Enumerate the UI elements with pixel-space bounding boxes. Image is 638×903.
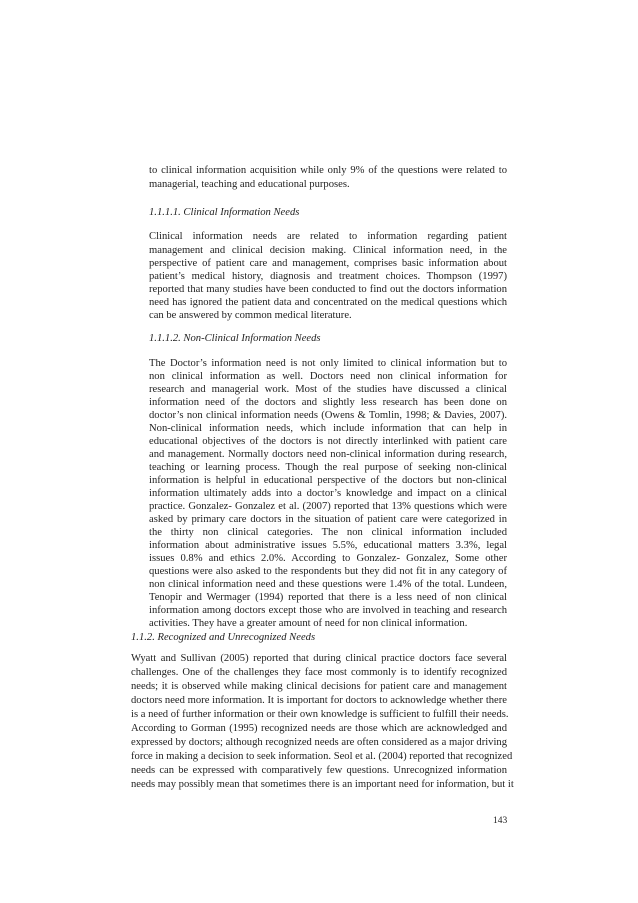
text-line: information among doctors except those who are involved in teaching and research (149, 605, 507, 616)
text-line: asked by primary care doctors in the situation of patient care were categorized in (149, 514, 507, 525)
text-line: information about administrative issues 5.5%, educational matters 3.3%, legal (149, 540, 507, 551)
page-number: 143 (493, 816, 508, 826)
text-line: doctors need more information. It is important for doctors to acknowledge whether there (131, 695, 507, 706)
text-line: is a need of further information or their own knowledge is sufficient to fulfill their needs. (131, 709, 509, 720)
text-line: challenges. One of the challenges they face most commonly is to identify recognized (131, 667, 507, 678)
text-line: research and managerial work. Most of the studies have discussed a clinical (149, 384, 507, 395)
text-line: questions were also asked to the respondents but they did not fit in any category of (149, 566, 507, 577)
text-line: perspective of patient care and management, comprises basic information about (149, 258, 507, 269)
section-heading: 1.1.1.1. Clinical Information Needs (149, 207, 300, 218)
text-line: information ultimately adds into a doctor’s knowledge and impact on a clinical (149, 488, 507, 499)
text-line: reported that many studies have been conducted to find out the doctors information (149, 284, 507, 295)
text-line: non clinical information need and these questions were 1.4% of the total. Lundeen, (149, 579, 507, 590)
text-line: information is helpful in educational perspective of the doctors but non-clinical (149, 475, 507, 486)
text-line: needs may possibly mean that sometimes there is an important need for information, but it (131, 779, 514, 790)
text-line: the thirty non clinical categories. The non clinical information included (149, 527, 507, 538)
text-line: practice. Gonzalez- Gonzalez et al. (2007) reported that 13% questions which were (149, 501, 507, 512)
text-line: need has ignored the patient data and concentrated on the medical questions which (149, 297, 507, 308)
text-line: Tenopir and Wermager (1994) reported that there is a less need of non clinical (149, 592, 507, 603)
text-line: teaching or learning process. Though the real purpose of seeking non-clinical (149, 462, 507, 473)
text-line: can be answered by common medical literature. (149, 310, 352, 321)
text-line: non clinical information as well. Doctors need non clinical information for (149, 371, 507, 382)
text-line: Non-clinical information needs, which include information that can help in (149, 423, 507, 434)
text-line: needs can be expressed with comparatively few questions. Unrecognized information (131, 765, 507, 776)
section-heading: 1.1.1.2. Non-Clinical Information Needs (149, 333, 321, 344)
text-line: to clinical information acquisition while only 9% of the questions were related to (149, 165, 507, 176)
section-heading: 1.1.2. Recognized and Unrecognized Needs (131, 632, 316, 643)
text-line: management and clinical decision making. Clinical information need, in the (149, 245, 507, 256)
text-line: and management. Normally doctors need non-clinical information during research, (149, 449, 507, 460)
text-line: needs; it is observed while making clinical decisions for patient care and management (131, 681, 507, 692)
text-line: issues 0.8% and ethics 2.0%. According to Gonzalez- Gonzalez, Some other (149, 553, 507, 564)
text-line: doctor’s non clinical information needs (Owens & Tomlin, 1998; & Davies, 2007). (149, 410, 507, 421)
text-line: expressed by doctors; although recognized needs are often considered as a major driving (131, 737, 507, 748)
text-line: force in making a decision to seek information. Seol et al. (2004) reported that recognized (131, 751, 513, 762)
text-line: educational objectives of the doctors is not directly interlinked with patient care (149, 436, 507, 447)
text-line: According to Gorman (1995) recognized needs are those which are acknowledged and (131, 723, 507, 734)
text-line: patient’s medical history, diagnosis and treatment choices. Thompson (1997) (149, 271, 507, 282)
text-line: The Doctor’s information need is not only limited to clinical information but to (149, 358, 507, 369)
text-line: activities. They have a greater amount of need for non clinical information. (149, 618, 468, 629)
text-line: Clinical information needs are related to information regarding patient (149, 231, 507, 242)
text-line: Wyatt and Sullivan (2005) reported that during clinical practice doctors face several (131, 653, 507, 664)
text-line: managerial, teaching and educational purposes. (149, 179, 350, 190)
text-line: information need of the doctors and slightly less research has been done on (149, 397, 507, 408)
